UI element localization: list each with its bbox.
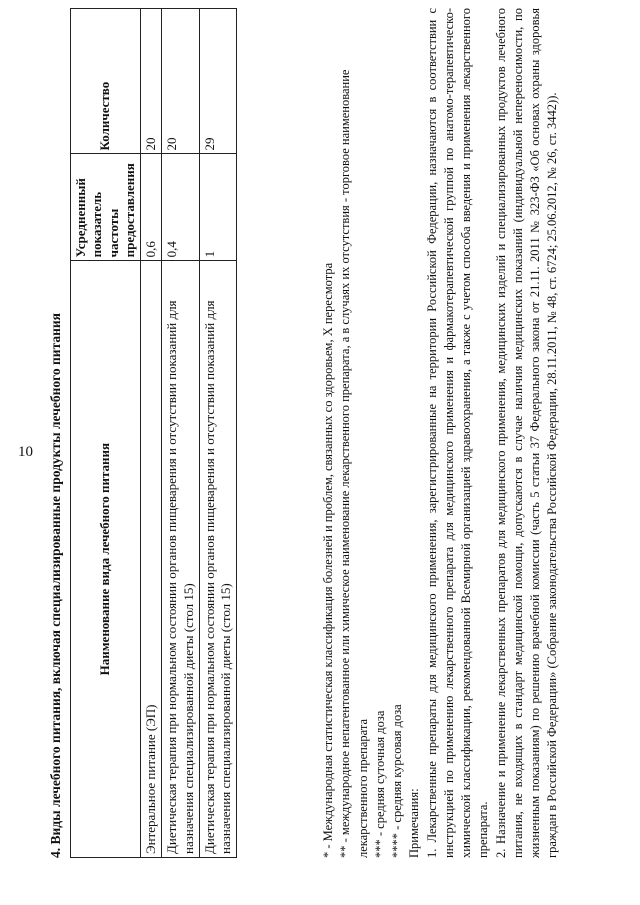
table-row (199, 9, 237, 858)
cell-frequency: 0,6 (141, 154, 162, 261)
cell-frequency: 1 (199, 154, 237, 261)
column-header-quantity: Количество (71, 9, 141, 155)
footnote: *** - средняя суточная доза (372, 710, 387, 858)
column-header-frequency: Усредненный показатель частоты предоставления (71, 154, 141, 261)
table-row (162, 9, 200, 858)
cell-name: Энтеральное питание (ЭП) (141, 261, 162, 858)
cell-frequency: 0,4 (162, 154, 200, 261)
cell-quantity: 20 (162, 9, 200, 155)
footnote: ** - международное непатентованное или химическое наименование лекарственного препарата, а в случаях их отсутствия - торговое наименование лекарственного препарата (338, 69, 370, 858)
cell-name: Диетическая терапия при нормальном состоянии органов пищеварения и отсутствии показаний для назначения специализированной диеты (стол 15) (199, 261, 237, 858)
cell-quantity: 29 (199, 9, 237, 155)
column-header-name: Наименование вида лечебного питания (71, 261, 141, 858)
note-paragraph: 1. Лекарственные препараты для медицинского применения, зарегистрированные на территории Российской Федерации, назначаются в соответствии с инструкцией по применению лекарственного препарата для медицинского применения и фармакотерапевтической группой по анатомо-терапевтическо-химической классификации, рекомендованной Всемирной организацией здравоохранения, а также с учетом способа введения и применения лекарственного препарата. (424, 8, 491, 858)
footnotes-block (320, 8, 562, 858)
table-header-row (71, 9, 141, 858)
footnote: **** - средняя курсовая доза (390, 704, 404, 858)
section-title: 4. Виды лечебного питания, включая специализированные продукты лечебного питания (48, 313, 63, 858)
nutrition-table (70, 8, 237, 858)
note-paragraph: 2. Назначение и применение лекарственных препаратов для медицинского применения, медицинских изделий и специализированных продуктов лечебного питания, не входящих в стандарт медицинской помощи, допускаются в случае наличия медицинских показаний (индивидуальной непереносимости, по жизненным показаниям) по решению врачебной комиссии (часть 5 статьи 37 Федерального закона от 21.11. 2011 № 323-ФЗ «Об основах охраны здоровья граждан в Российской Федерации» (Собрание законодательства Российской Федерации, 28.11.2011, № 48, ст. 6724; 25.06.2012, № 26, ст. 3442)). (493, 8, 560, 858)
notes-heading: Примечания: (407, 788, 422, 858)
cell-quantity: 20 (141, 9, 162, 155)
footnote: * - Международная статистическая классификация болезней и проблем, связанных со здоровьем, X пересмотра (321, 262, 335, 858)
cell-name: Диетическая терапия при нормальном состоянии органов пищеварения и отсутствии показаний для назначения специализированной диеты (стол 15) (162, 261, 200, 858)
page-number: 10 (18, 444, 33, 460)
table-row (141, 9, 162, 858)
rotated-page-content (48, 8, 608, 858)
